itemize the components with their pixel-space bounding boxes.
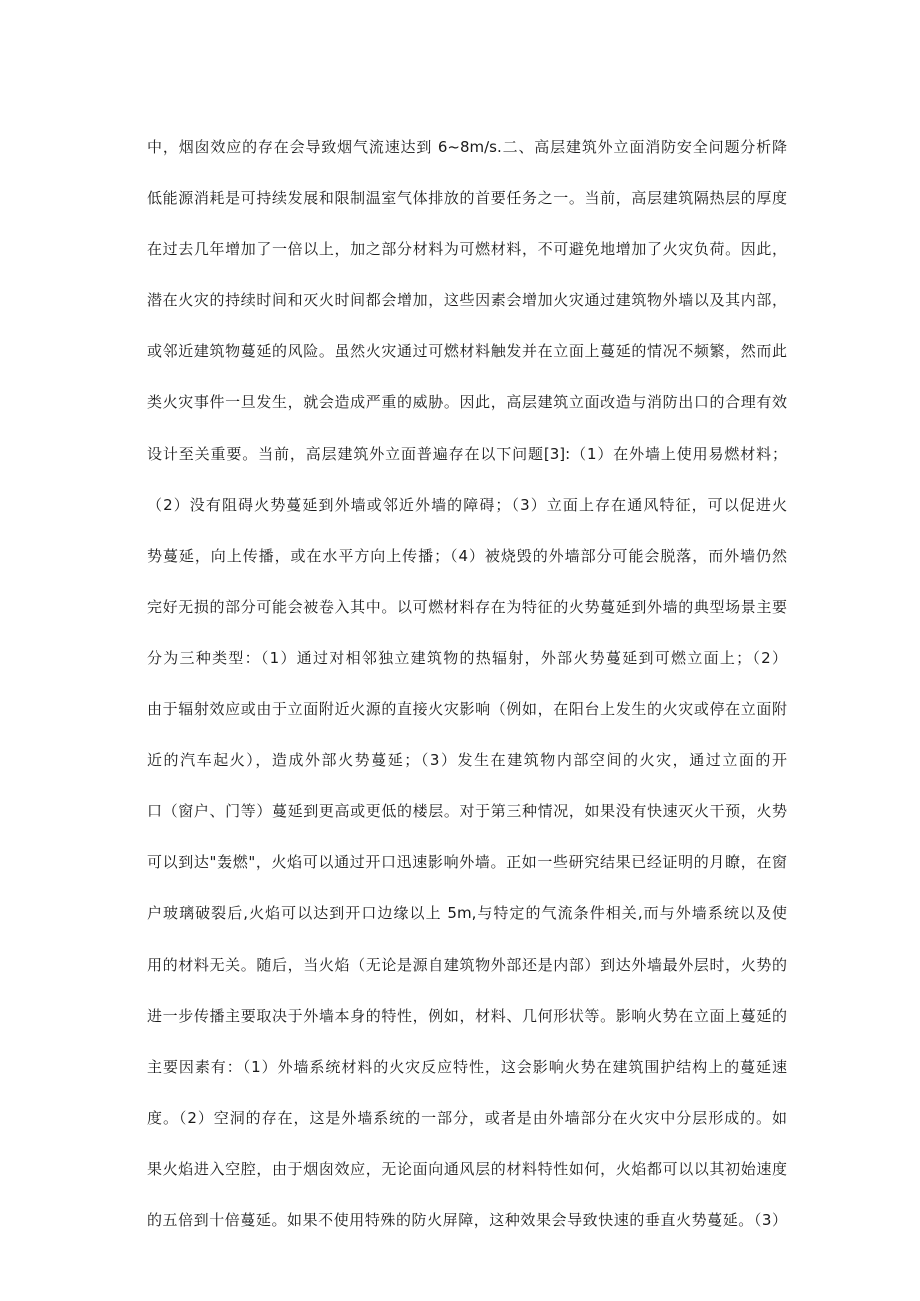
text-line: 果火焰进入空腔，由于烟囱效应，无论面向通风层的材料特性如何，火焰都可以以其初始速度 bbox=[147, 1159, 787, 1178]
text-line: 户玻璃破裂后,火焰可以达到开口边缘以上 5m,与特定的气流条件相关,而与外墙系统以及使 bbox=[147, 904, 787, 923]
text-line: 完好无损的部分可能会被卷入其中。以可燃材料存在为特征的火势蔓延到外墙的典型场景主要 bbox=[147, 597, 787, 616]
text-line: 用的材料无关。随后，当火焰（无论是源自建筑物外部还是内部）到达外墙最外层时，火势的 bbox=[147, 955, 787, 974]
text-line: 中，烟囱效应的存在会导致烟气流速达到 6~8m∕s.二、高层建筑外立面消防安全问题分析降 bbox=[147, 138, 787, 156]
text-line: （2）没有阻碍火势蔓延到外墙或邻近外墙的障碍；（3）立面上存在通风特征，可以促进火 bbox=[147, 495, 787, 514]
text-line: 进一步传播主要取决于外墙本身的特性，例如，材料、几何形状等。影响火势在立面上蔓延的 bbox=[147, 1006, 787, 1025]
text-line: 的五倍到十倍蔓延。如果不使用特殊的防火屏障，这种效果会导致快速的垂直火势蔓延。（3） bbox=[147, 1210, 787, 1229]
text-line: 设计至关重要。当前，高层建筑外立面普遍存在以下问题[3]:（1）在外墙上使用易燃材料； bbox=[147, 444, 787, 463]
text-line: 主要因素有：（1）外墙系统材料的火灾反应特性，这会影响火势在建筑围护结构上的蔓延速 bbox=[147, 1057, 787, 1076]
text-line: 口（窗户、门等）蔓延到更高或更低的楼层。对于第三种情况，如果没有快速灭火干预，火势 bbox=[147, 802, 787, 821]
text-line: 势蔓延，向上传播，或在水平方向上传播；（4）被烧毁的外墙部分可能会脱落，而外墙仍然 bbox=[147, 546, 787, 565]
text-line: 潜在火灾的持续时间和灭火时间都会增加，这些因素会增加火灾通过建筑物外墙以及其内部， bbox=[147, 291, 787, 310]
text-line: 可以到达"轰燃"，火焰可以通过开口迅速影响外墙。正如一些研究结果已经证明的月瞭，在窗 bbox=[147, 853, 787, 872]
text-line: 在过去几年增加了一倍以上，加之部分材料为可燃材料，不可避免地增加了火灾负荷。因此， bbox=[147, 240, 787, 259]
text-line: 由于辐射效应或由于立面附近火源的直接火灾影响（例如，在阳台上发生的火灾或停在立面附 bbox=[147, 700, 787, 719]
text-line: 低能源消耗是可持续发展和限制温室气体排放的首要任务之一。当前，高层建筑隔热层的厚度 bbox=[147, 189, 787, 208]
body-text bbox=[147, 138, 787, 1262]
text-line: 度。（2）空洞的存在，这是外墙系统的一部分，或者是由外墙部分在火灾中分层形成的。如 bbox=[147, 1108, 787, 1127]
text-line: 近的汽车起火），造成外部火势蔓延；（3）发生在建筑物内部空间的火灾，通过立面的开 bbox=[147, 751, 787, 770]
text-line: 分为三种类型：（1）通过对相邻独立建筑物的热辐射，外部火势蔓延到可燃立面上；（2） bbox=[147, 648, 787, 667]
text-line: 类火灾事件一旦发生，就会造成严重的威胁。因此，高层建筑立面改造与消防出口的合理有效 bbox=[147, 393, 787, 412]
text-line: 或邻近建筑物蔓延的风险。虽然火灾通过可燃材料触发并在立面上蔓延的情况不频繁，然而此 bbox=[147, 342, 787, 361]
